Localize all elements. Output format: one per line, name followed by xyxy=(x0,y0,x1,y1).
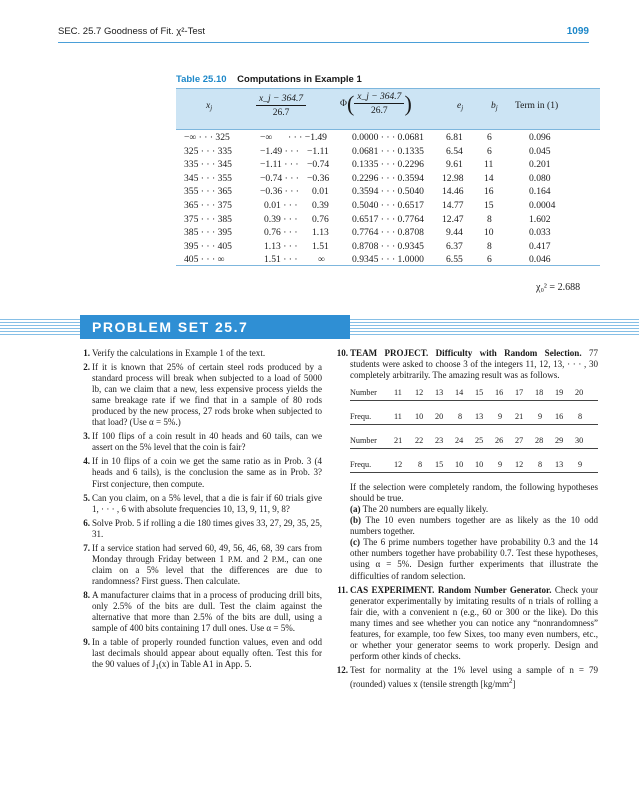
frequency-table xyxy=(350,386,598,473)
problem-1: 1. Verify the calculations in Example 1 of the text. xyxy=(83,348,266,358)
header-xj: $x_j$ xyxy=(206,101,213,112)
problems-left-column xyxy=(80,348,322,676)
header-ej: $e_j$ xyxy=(457,101,464,112)
table-number: Table 25.10 xyxy=(176,74,227,85)
problem-10: 10. TEAM PROJECT. Difficulty with Random Selection. 77 students were asked to choose 3 of the integers 11, 12, 13, · · · , 30 completely arbitrarily. The amazing result was as follows. Number 11 12 13 14 15 16 17 18 19 20 Frequ. 11 10 20 8 13 9 21 9 16 8 Number 21 22 23 24 25 26 27 28 29 30 Frequ. 12 8 15 10 10 9 12 8 13 9 If the selection were completely random, the following hypotheses should be true. (a) The 20 numbers are equally likely. (b) The 10 even numbers together are as likely as the 10 odd numbers together. (c) The 6 prime numbers together have probability 0.3 and the 14 other numbers together have probability 0.7. Test these hypotheses, using α = 5%. Design further experiments that illustrate the difficulties of random selection. xyxy=(336,348,598,581)
computations-table xyxy=(176,88,600,265)
hypothesis-a: (a) The 20 numbers are equally likely. xyxy=(350,504,489,515)
problem-6: 6. Solve Prob. 5 if rolling a die 180 times gives 33, 27, 29, 35, 25, 31. xyxy=(83,517,322,539)
problem-set-banner xyxy=(0,315,639,339)
table-row: 345 · · · 355 −0.74 · · · −0.36 0.2296 · · · 0.3594 12.98 14 0.080 xyxy=(184,172,551,184)
table-row: 0.01 · · · 365 · · · 375 0.39 0.5040 · · · 0.6517 14.77 15 0.0004 xyxy=(184,200,556,211)
table-body xyxy=(176,129,600,266)
problem-set-title: PROBLEM SET 25.7 xyxy=(80,315,350,339)
problem-5: 5. Can you claim, on a 5% level, that a die is fair if 60 trials give 1, · · · , 6 with absolute frequencies 10, 13, 9, 11, 9, 8? xyxy=(83,492,322,514)
table-title: Computations in Example 1 xyxy=(237,74,362,85)
problem-3: 3. If 100 flips of a coin result in 40 heads and 60 tails, can we assert on the 5% level that the coin is fair? xyxy=(83,431,322,453)
problem-11: 11. CAS EXPERIMENT. Random Number Generator. Check your generator experimentally by imitating results of n trials of rolling a fair die, with a convenient n (e.g., 60 or 300 or the like). Do this many times and see whether you can notice any “nonrandomness” features, for example, too few Sixes, too many even numbers, etc., or whether your generator seems to work properly. Design and perform other kinds of checks. xyxy=(337,584,599,661)
page-number: 1099 xyxy=(566,26,589,37)
header-term: Term in (1) xyxy=(515,101,559,111)
header-bj: $b_j$ xyxy=(491,101,498,112)
problem-8: 8. A manufacturer claims that in a process of producing drill bits, only 2.5% of the bits are dull. Test the claim against the alternative that more than 2.5% of the bits are dull, using a sample of 400 bits containing 17 dull ones. Use α = 5%. xyxy=(83,589,322,634)
table-row: 355 · · · 365 −0.36 · · · 0.01 0.3594 · · · 0.5040 14.46 16 0.164 xyxy=(184,186,551,198)
table-row: 325 · · · 335 −1.49 · · · −1.11 0.0681 · · · 0.1335 6.54 6 0.045 xyxy=(184,145,551,157)
problem-12: 12. Test for normality at the 1% level using a sample of n = 79 (rounded) values x (tensile strength $[kg/mm^2]$ xyxy=(336,664,598,689)
frequency-row: Frequ. 11 10 20 8 13 9 21 9 16 8 xyxy=(350,410,598,425)
chi-square-result: χ₀² = 2.688 xyxy=(536,282,581,293)
table-header xyxy=(176,88,600,130)
table-row: 395 · · · 405 1.13 · · · 1.51 0.8708 · · · 0.9345 6.37 8 0.417 xyxy=(184,240,551,252)
table-row: 405 · · · ∞ 1.51 · · · ∞ 0.9345 · · · 1.0000 6.55 6 0.046 xyxy=(184,254,551,266)
running-head xyxy=(58,26,589,46)
problem-4: 4. If in 10 flips of a coin we get the same ratio as in Prob. 3 (4 heads and 6 tails), is the conclusion the same as in Prob. 3? First conjecture, then compute. xyxy=(83,456,322,489)
section-title: SEC. 25.7 Goodness of Fit. χ²-Test xyxy=(58,26,206,37)
table-row: 385 · · · 395 0.76 · · · 1.13 0.7764 · · · 0.8708 9.44 10 0.033 xyxy=(184,227,551,239)
table-row: 335 · · · 345 −1.11 · · · −0.74 0.1335 · · · 0.2296 9.61 11 0.201 xyxy=(184,159,551,171)
frequency-row: Frequ. 12 8 15 10 10 9 12 8 13 9 xyxy=(350,458,598,473)
problem-10-hypotheses-intro: If the selection were completely random, the following hypotheses should be true. xyxy=(350,482,598,504)
table-row: −∞ · · · 325 −∞ · · · −1.49 0.0000 · · · 0.0681 6.81 6 0.096 xyxy=(184,132,551,143)
problems-right-column xyxy=(338,348,598,693)
header-phi: Φ( $\frac{x\_j - 364.7}{26.7}$ ) xyxy=(340,91,412,116)
frequency-row: Number 21 22 23 24 25 26 27 28 29 30 xyxy=(350,434,598,449)
problem-7: 7. If a service station had served 60, 49, 56, 46, 68, 39 cars from Monday through Friday between 1 P.M. and 2 P.M., can one claim on a 5% level that the differences are due to randomness? First guess. Then calculate. xyxy=(83,542,323,586)
hypothesis-c: (c) The 6 prime numbers together have probability 0.3 and the 14 other numbers together have probability 0.7. Test these hypotheses, using α = 5%. Design further experiments that illustrate the difficulties of random selection. xyxy=(350,537,598,581)
table-row: 375 · · · 385 0.39 · · · 0.76 0.6517 · · · 0.7764 12.47 8 1.602 xyxy=(184,213,551,225)
table-caption xyxy=(176,74,362,85)
problem-9: 9. In a table of properly rounded function values, even and odd last decimals should appear about equally often. Test this for the 90 values of $J_1(x)$ in Table A1 in App. 5. xyxy=(83,637,322,672)
header-standardized: $\frac{x\_j - 364.7}{26.7}$ xyxy=(256,94,306,118)
hypothesis-b: (b) The 10 even numbers together are as likely as the 10 odd numbers together. xyxy=(350,515,598,537)
header-rule xyxy=(58,42,589,43)
frequency-row: Number 11 12 13 14 15 16 17 18 19 20 xyxy=(350,386,598,401)
problem-2: 2. If it is known that 25% of certain steel rods produced by a standard process will break when subjected to a load of 5000 lb, can we claim that a new, less expensive process yields the same breakage rate if we find that in a sample of 80 rods produced by the new process, 27 rods broke when subjected to that load? (Use α = 5%.) xyxy=(83,362,322,428)
